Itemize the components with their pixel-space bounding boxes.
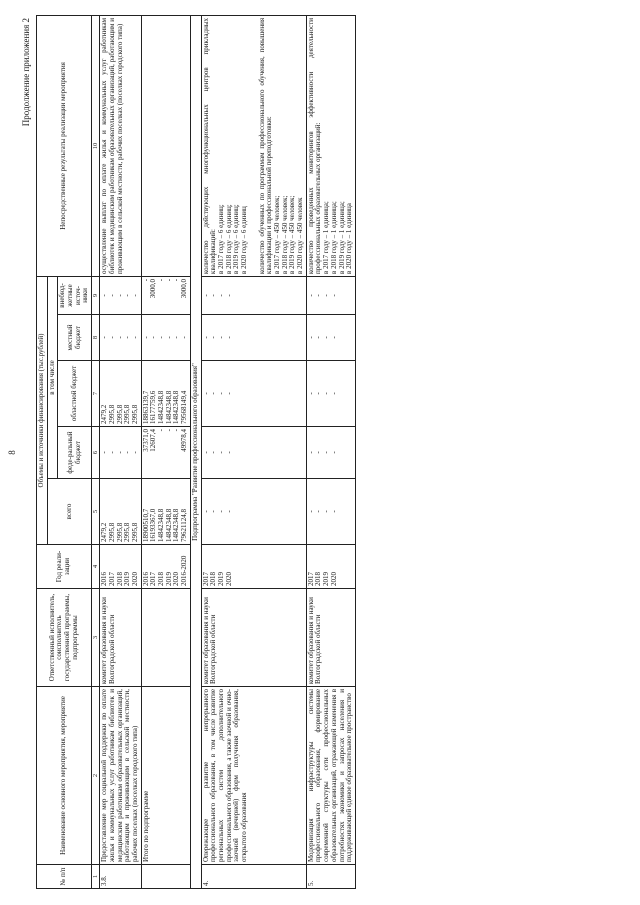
year-value: 2017 <box>306 572 315 586</box>
dash-value: - <box>224 392 233 395</box>
years-cell <box>306 545 355 589</box>
dash-value: - <box>306 451 315 454</box>
result-line: в 2020 году – 1 единица <box>345 203 354 274</box>
dash-value: - <box>322 392 331 395</box>
total-cell <box>100 479 141 545</box>
dash-value: - <box>306 392 315 395</box>
total-value: 16193367,0 <box>149 508 158 542</box>
offbudget-value: - <box>141 278 150 282</box>
total-value: 2995,8 <box>115 522 124 542</box>
year-value: 2019 <box>123 572 132 586</box>
result-line: в 2020 году – 450 человек <box>296 197 305 274</box>
result-list <box>323 18 354 274</box>
measure-name: Модернизация инфраструктуры системы профессионального образования, формирование современной структуры сети профессиональных образовательных организаций, отражающей изменения в потребностях экономики и запросах населения и поддерживающей единое образовательное пространство <box>306 687 355 865</box>
local-value: - <box>164 336 173 339</box>
result-line: в 2017 году – 450 человек; <box>273 195 282 274</box>
year-value: 2020 <box>224 572 233 586</box>
year-value: 2018 <box>115 572 124 586</box>
itogo-label: Итого по подпрограмме <box>141 687 190 865</box>
dash-value: - <box>314 336 323 339</box>
col-offbudget-header: внебюд-жетные источ-ники <box>58 276 92 314</box>
federal-value: - <box>123 451 132 454</box>
total-cell <box>141 479 190 545</box>
dash-value: - <box>209 294 218 297</box>
dash-value: - <box>314 510 323 513</box>
regional-value: 2995,8 <box>107 404 116 424</box>
year-value: 2020 <box>329 572 338 586</box>
total-cell <box>306 479 355 545</box>
total-value: 18900510,7 <box>141 508 150 542</box>
total-value: 2995,8 <box>123 522 132 542</box>
dash-value: - <box>306 336 315 339</box>
federal-value: - <box>164 429 173 432</box>
local-cell <box>201 315 306 361</box>
result-line: в 2019 году – 6 единиц; <box>232 204 241 274</box>
federal-cell <box>306 427 355 479</box>
subprogram-row <box>190 15 201 888</box>
regional-value: 79568149,4 <box>180 390 189 424</box>
local-value: - <box>100 336 109 339</box>
col-index: 3 <box>92 589 100 687</box>
local-value: - <box>131 336 140 339</box>
result-cell <box>306 15 355 276</box>
col-local-header: местный бюджет <box>58 315 92 361</box>
federal-value: - <box>157 429 166 432</box>
years-cell <box>141 545 190 589</box>
year-value: 2018 <box>314 572 323 586</box>
dash-value: - <box>201 392 210 395</box>
result-text: количество действующих многофункциональных центров прикладных квалификаций: <box>201 17 218 274</box>
dash-value: - <box>329 510 338 513</box>
dash-value: - <box>216 336 225 339</box>
local-value: - <box>149 336 158 339</box>
offbudget-value: - <box>157 278 166 282</box>
col-year-header: Год реали-зации <box>37 545 92 589</box>
dash-value: - <box>314 392 323 395</box>
regional-value: 16177759,6 <box>149 390 158 424</box>
years-cell <box>100 545 141 589</box>
dash-value: - <box>201 294 210 297</box>
local-value: - <box>123 336 132 339</box>
measure-name: Опережающее развитие непрерывного профессионального образования, в том числе развитие региональных систем дополнительного профессионального образования, а также заочной и очно-заочной (вечерней) форм получения образования, открытого образования <box>201 687 306 865</box>
dash-value: - <box>216 392 225 395</box>
table-row-4 <box>201 15 306 888</box>
year-value: 2019 <box>216 572 225 586</box>
col-num-header: № п/п <box>37 865 92 889</box>
federal-cell <box>100 427 141 479</box>
total-value: 2995,8 <box>131 522 140 542</box>
row-number: 4. <box>201 865 306 889</box>
year-value: 2018 <box>157 572 166 586</box>
year-value: 2016-2020 <box>180 555 189 586</box>
col-index: 8 <box>92 315 100 361</box>
dash-value: - <box>216 294 225 297</box>
result-text: количество проведенных мониторингов эффективности деятельности профессиональных образовательных организаций: <box>306 17 323 274</box>
total-value: 14842348,8 <box>157 508 166 542</box>
result-text: осуществление выплат по оплате жилья и коммунальных услуг работникам библиотек и медицинским работникам образовательных организаций, работающим и проживающим в сельской местности, рабочих поселках (поселках городского типа) <box>100 15 141 276</box>
result-cell <box>201 15 306 276</box>
funding-table <box>36 15 356 889</box>
dash-value: - <box>306 510 315 513</box>
table-row-itogo <box>141 15 190 888</box>
col-results-header: Непосредственные результаты реализации мероприятия <box>37 15 92 276</box>
year-value: 2017 <box>107 572 116 586</box>
page-number: 8 <box>7 450 17 455</box>
result-text: количество обученных по программам профессионального обучения, повышения квалификации и профессиональной переподготовки: <box>257 17 274 274</box>
col-index: 6 <box>92 427 100 479</box>
dash-value: - <box>329 392 338 395</box>
total-value: 79621124,8 <box>180 509 189 542</box>
offbudget-cell <box>201 276 306 314</box>
col-index: 1 <box>92 865 100 889</box>
dash-value: - <box>201 451 210 454</box>
col-index: 2 <box>92 687 100 865</box>
col-index: 7 <box>92 361 100 427</box>
subprogram-title: Подпрограмма "Развитие профессионального образования" <box>190 15 201 888</box>
year-value: 2020 <box>172 572 181 586</box>
dash-value: - <box>209 451 218 454</box>
responsible-executor: комитет образования и науки Волгоградской области <box>201 589 306 687</box>
offbudget-value: - <box>131 294 140 297</box>
result-list <box>274 18 305 274</box>
local-value: - <box>115 336 124 339</box>
local-cell <box>141 315 190 361</box>
dash-value: - <box>209 510 218 513</box>
dash-value: - <box>209 392 218 395</box>
dash-value: - <box>329 336 338 339</box>
result-line: в 2017 году – 1 единица; <box>322 201 331 274</box>
dash-value: - <box>314 451 323 454</box>
regional-value: 14842348,8 <box>172 390 181 424</box>
col-incl-header: в том числе <box>47 276 58 478</box>
federal-value: 12607,4 <box>149 429 158 452</box>
year-value: 2017 <box>149 572 158 586</box>
col-total-header: всего <box>47 479 91 545</box>
year-value: 2017 <box>201 572 210 586</box>
responsible-executor: комитет образования и науки Волгоградской области <box>100 589 141 687</box>
regional-value: 2995,8 <box>131 404 140 424</box>
row-number: 3.8. <box>100 865 141 889</box>
regional-cell <box>201 361 306 427</box>
result-line: в 2020 году – 6 единиц <box>239 206 248 274</box>
result-line: в 2018 году – 450 человек; <box>280 195 289 274</box>
offbudget-value: - <box>115 294 124 297</box>
federal-cell <box>201 427 306 479</box>
year-value: 2019 <box>164 572 173 586</box>
offbudget-value: - <box>107 294 116 297</box>
dash-value: - <box>322 510 331 513</box>
regional-cell <box>306 361 355 427</box>
col-index: 10 <box>92 15 100 276</box>
regional-value: 14842348,8 <box>164 390 173 424</box>
offbudget-cell <box>306 276 355 314</box>
regional-cell <box>100 361 141 427</box>
local-value: - <box>157 336 166 339</box>
total-value: 14842348,8 <box>164 508 173 542</box>
total-value: 2995,8 <box>107 522 116 542</box>
federal-value: - <box>131 451 140 454</box>
dash-value: - <box>329 294 338 297</box>
table-row-5 <box>306 15 355 888</box>
year-value: 2019 <box>322 572 331 586</box>
dash-value: - <box>329 451 338 454</box>
regional-value: 2995,8 <box>123 404 132 424</box>
local-value: - <box>172 336 181 339</box>
table-row-3-8 <box>100 15 141 888</box>
total-cell <box>201 479 306 545</box>
col-federal-header: феде-ральный бюджет <box>58 427 92 479</box>
total-value: 2479,2 <box>100 522 109 542</box>
offbudget-cell <box>141 276 190 314</box>
col-regional-header: областной бюджет <box>58 361 92 427</box>
header-row-1 <box>37 15 48 888</box>
local-cell <box>306 315 355 361</box>
dash-value: - <box>314 294 323 297</box>
dash-value: - <box>224 510 233 513</box>
dash-value: - <box>306 294 315 297</box>
federal-value: - <box>107 451 116 454</box>
continuation-label: Продолжение приложения 2 <box>21 18 31 127</box>
col-index: 5 <box>92 479 100 545</box>
federal-value: 37371,0 <box>141 429 150 452</box>
col-index: 9 <box>92 276 100 314</box>
result-line: в 2018 году – 6 единиц; <box>224 204 233 274</box>
dash-value: - <box>322 294 331 297</box>
dash-value: - <box>224 451 233 454</box>
regional-value: 14842348,8 <box>157 390 166 424</box>
offbudget-value: - <box>172 278 181 282</box>
column-index-row <box>92 15 100 888</box>
years-cell <box>201 545 306 589</box>
local-value: - <box>107 336 116 339</box>
local-value: - <box>180 336 189 339</box>
dash-value: - <box>216 510 225 513</box>
federal-value: - <box>172 429 181 432</box>
offbudget-value: 3000,0 <box>180 278 189 299</box>
measure-name: Предоставление мер социальной поддержки по оплате жилья и коммунальных услуг работникам библиотек и медицинским работникам образовательных организаций, работающим и проживающим в сельской местности, рабочих поселках (поселках городского типа) <box>100 687 141 865</box>
dash-value: - <box>216 451 225 454</box>
result-line: в 2019 году – 1 единица; <box>337 201 346 274</box>
year-value: 2016 <box>141 572 150 586</box>
offbudget-value: 3000,0 <box>149 278 158 299</box>
result-line: в 2019 году – 450 человек; <box>288 195 297 274</box>
year-value: 2016 <box>100 572 109 586</box>
col-index: 4 <box>92 545 100 589</box>
dash-value: - <box>322 336 331 339</box>
federal-value: - <box>100 451 109 454</box>
dash-value: - <box>201 336 210 339</box>
federal-value: 49978,4 <box>180 429 189 452</box>
year-value: 2020 <box>131 572 140 586</box>
regional-value: 2995,8 <box>115 404 124 424</box>
dash-value: - <box>209 336 218 339</box>
federal-value: - <box>115 451 124 454</box>
result-list <box>218 18 249 274</box>
col-funding-header: Объемы и источники финансирования (тыс.рублей) <box>37 276 48 544</box>
dash-value: - <box>224 294 233 297</box>
result-line: в 2017 году – 6 единиц; <box>216 204 225 274</box>
row-number: 5. <box>306 865 355 889</box>
offbudget-cell <box>100 276 141 314</box>
offbudget-value: - <box>123 294 132 297</box>
responsible-executor: комитет образования и науки Волгоградской области <box>306 589 355 687</box>
regional-value: 18863139,7 <box>141 390 150 424</box>
col-name-header: Наименование основного мероприятия, мероприятие <box>37 687 92 865</box>
regional-cell <box>141 361 190 427</box>
regional-value: 2479,2 <box>100 404 109 424</box>
total-value: 14842348,8 <box>172 508 181 542</box>
dash-value: - <box>322 451 331 454</box>
offbudget-value: - <box>164 278 173 282</box>
result-line: в 2018 году – 1 единица; <box>329 201 338 274</box>
local-value: - <box>141 336 150 339</box>
year-value: 2018 <box>209 572 218 586</box>
federal-cell <box>141 427 190 479</box>
dash-value: - <box>201 510 210 513</box>
dash-value: - <box>224 336 233 339</box>
offbudget-value: - <box>100 294 109 297</box>
local-cell <box>100 315 141 361</box>
col-resp-header: Ответственный исполнитель, соисполнитель государственной программы, подпрограммы <box>37 589 92 687</box>
